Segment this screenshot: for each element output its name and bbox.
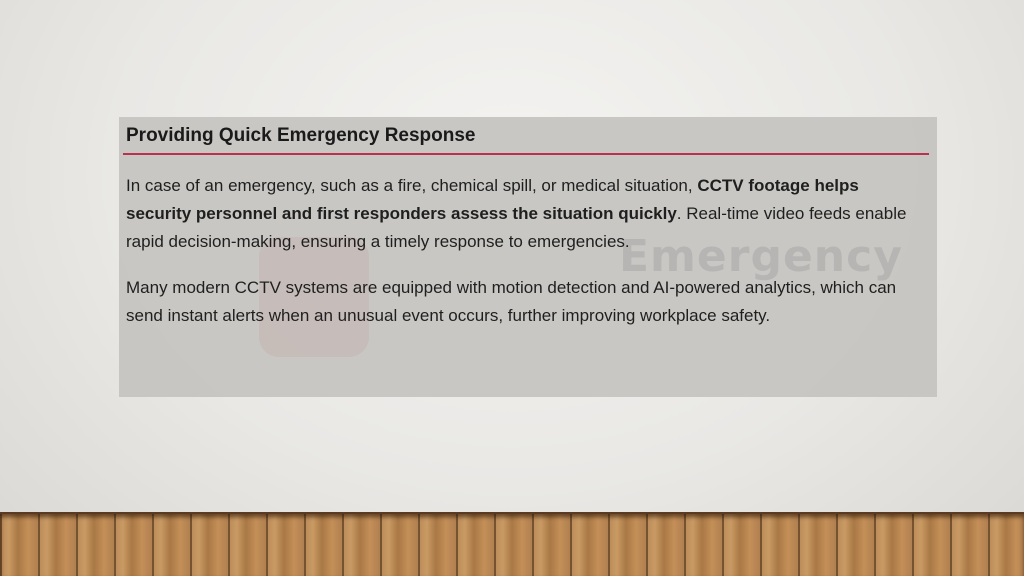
paragraph-1-emphasis: CCTV footage helps security personnel and first responders assess the situation quickly <box>126 176 859 223</box>
background-watermark: Emergency <box>619 231 903 282</box>
paragraph-1-ending: . Real-time video feeds enable rapid decision-making, ensuring a timely response to emergencies. <box>126 204 907 251</box>
paragraph-2: Many modern CCTV systems are equipped with motion detection and AI-powered analytics, which can send instant alerts when an unusual event occurs, further improving workplace safety. <box>126 278 897 325</box>
slide-title: Providing Quick Emergency Response <box>126 125 476 146</box>
content-card <box>119 117 937 397</box>
paragraph-1 <box>126 172 926 256</box>
paragraph-1-intro: In case of an emergency, such as a fire, chemical spill, or medical situation, <box>126 176 698 195</box>
title-underline <box>123 153 929 155</box>
wood-floor-background <box>0 514 1024 576</box>
